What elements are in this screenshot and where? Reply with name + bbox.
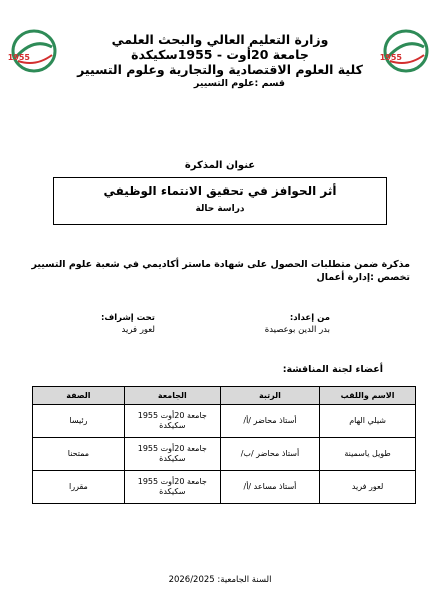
university-logo-icon — [379, 27, 430, 75]
jury-table — [32, 386, 416, 504]
supervisor-name: لعور فريد — [121, 325, 155, 335]
svg-text:1955: 1955 — [7, 53, 30, 62]
thesis-title-box — [53, 177, 387, 225]
department-name: قسم :علوم التسيير — [193, 78, 285, 89]
member-university: جامعة 20أوت 1955 سكيكدة — [124, 471, 220, 504]
supervisor-block — [101, 312, 155, 336]
header-university: الجامعة — [124, 387, 220, 405]
member-university: جامعة 20أوت 1955 سكيكدة — [124, 438, 220, 471]
member-rank: أستاذ مساعد /أ/ — [220, 471, 319, 504]
table-row — [33, 471, 416, 504]
ministry-name: وزارة التعليم العالي والبحث العلمي — [111, 32, 329, 47]
header-rank: الرتبة — [220, 387, 319, 405]
academic-year: السنة الجامعية: 2026/2025 — [168, 575, 272, 585]
purpose-line: مذكرة ضمن متطلبات الحصول على شهادة ماستر أكاديمي في شعبة علوم التسيير — [31, 259, 410, 270]
university-name: جامعة 20أوت - 1955سكيكدة — [131, 47, 309, 62]
university-logo-left — [7, 27, 58, 75]
header-role: الصفة — [33, 387, 125, 405]
prepared-by-block — [265, 312, 330, 336]
svg-text:1955: 1955 — [379, 53, 402, 62]
thesis-subtitle: دراسة حالة — [195, 204, 245, 214]
member-role: رئيسا — [33, 405, 125, 438]
university-logo-icon — [7, 27, 58, 75]
faculty-name: كلية العلوم الاقتصادية والتجارية وعلوم التسيير — [77, 62, 363, 77]
member-name: شيلي الهام — [320, 405, 416, 438]
specialization-line: تخصص :إدارة أعمال — [316, 272, 410, 283]
member-role: ممتحنا — [33, 438, 125, 471]
jury-title: أعضاء لجنة المناقشة: — [282, 364, 383, 375]
member-role: مقررا — [33, 471, 125, 504]
thesis-label: عنوان المذكرة — [184, 160, 256, 171]
member-name: طويل ياسمينة — [320, 438, 416, 471]
table-row — [33, 405, 416, 438]
thesis-purpose — [25, 258, 410, 284]
prepared-by-label: من إعداد: — [289, 313, 330, 323]
jury-header-row — [33, 387, 416, 405]
institution-header — [60, 32, 380, 90]
author-name: بدر الدين بوعصيدة — [264, 325, 330, 335]
university-logo-right — [379, 27, 430, 75]
member-rank: أستاذ محاضر /ب/ — [220, 438, 319, 471]
table-row — [33, 438, 416, 471]
supervisor-label: تحت إشراف: — [100, 313, 155, 323]
member-name: لعور فريد — [320, 471, 416, 504]
header-name: الاسم واللقب — [320, 387, 416, 405]
thesis-title: أثر الحوافز في تحقيق الانتماء الوظيفي — [103, 184, 337, 198]
member-university: جامعة 20أوت 1955 سكيكدة — [124, 405, 220, 438]
member-rank: أستاذ محاضر /أ/ — [220, 405, 319, 438]
